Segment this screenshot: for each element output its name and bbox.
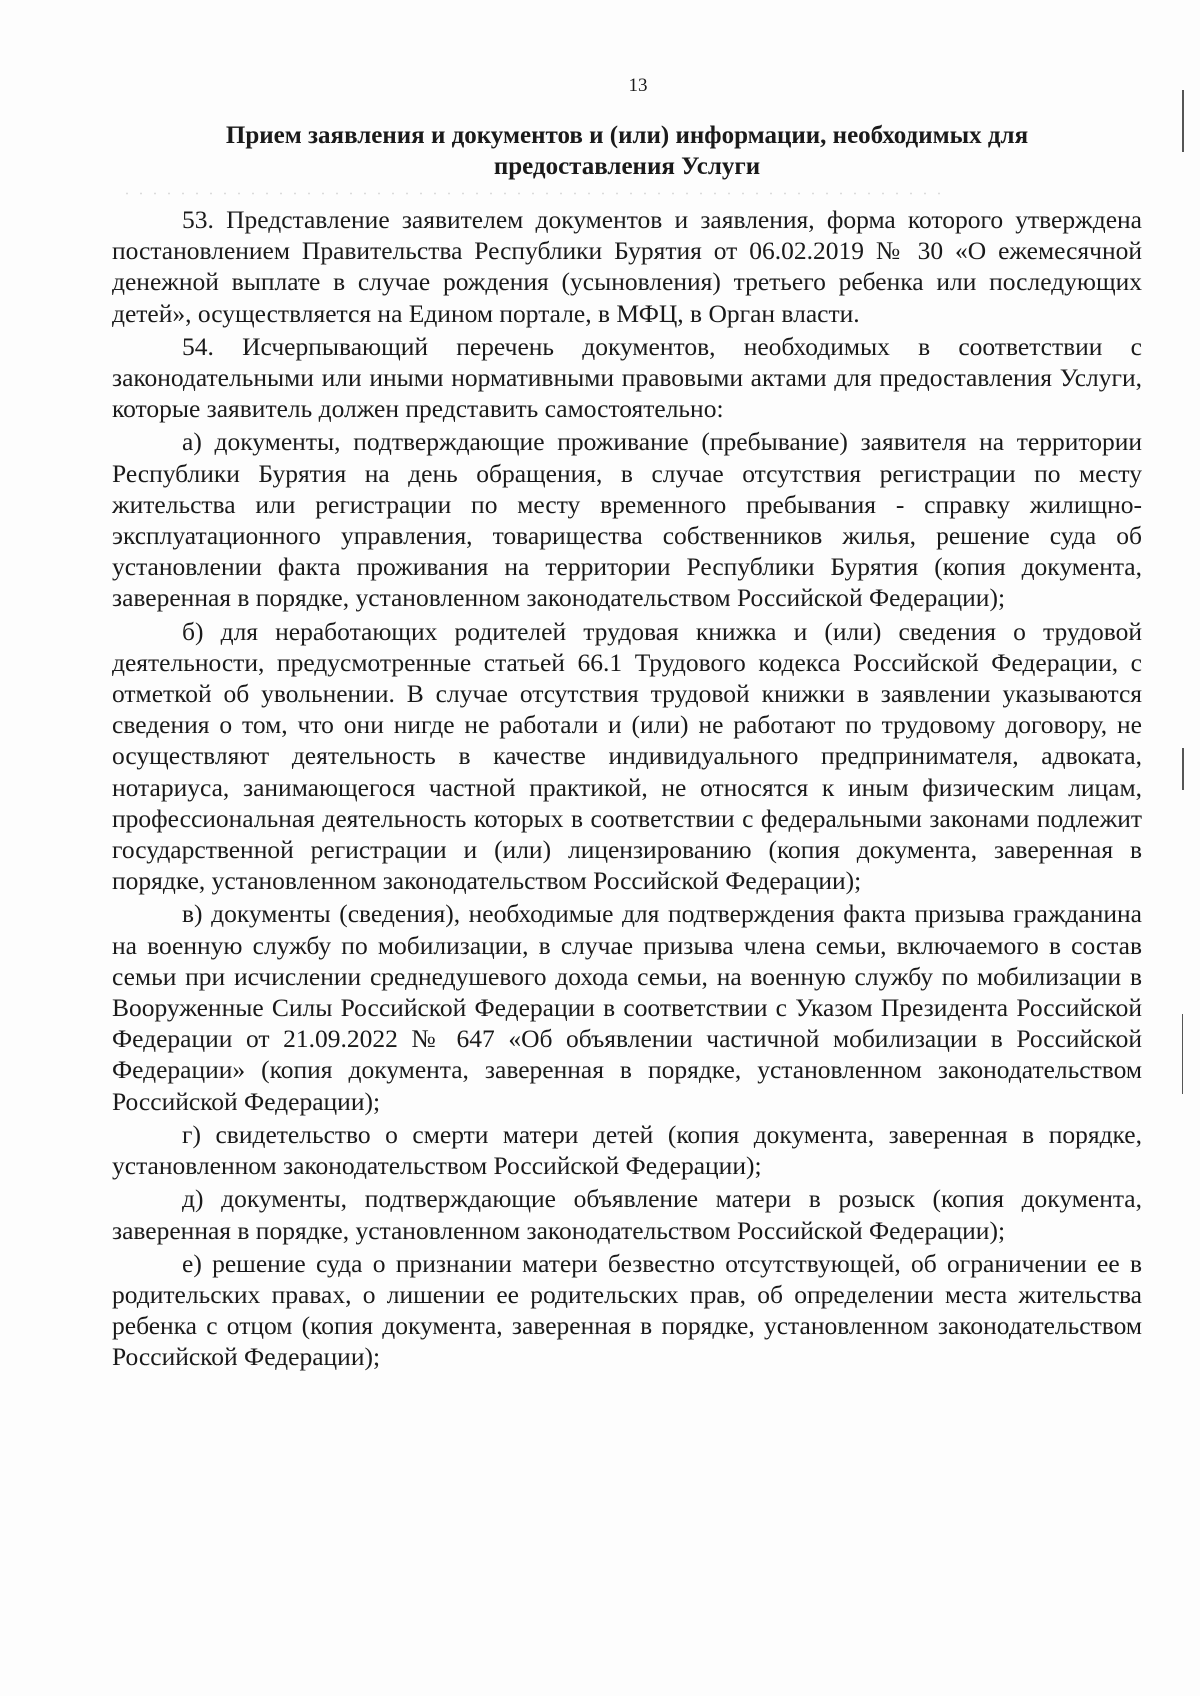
page-number: 13 bbox=[628, 75, 648, 96]
list-item-g: г) свидетельство о смерти матери детей (копия документа, заверенная в порядке, установленном законодательством Российской Федерации); bbox=[112, 1119, 1142, 1181]
list-item-v: в) документы (сведения), необходимые для подтверждения факта призыва гражданина на военную службу по мобилизации, в случае призыва члена семьи, включаемого в состав семьи при исчислении среднедушевого дохода семьи, на военную службу по мобилизации в Вооруженные Силы Российской Федерации в соответствии с Указом Президента Российской Федерации от 21.09.2022 № 647 «Об объявлении частичной мобилизации в Российской Федерации» (копия документа, заверенная в порядке, установленном законодательством Российской Федерации); bbox=[112, 899, 1142, 1116]
section-title-line-2: предоставления Услуги bbox=[493, 153, 761, 180]
scan-edge-mark bbox=[1182, 90, 1184, 152]
scan-edge-mark bbox=[1182, 748, 1184, 790]
list-item-b: б) для неработающих родителей трудовая книжка и (или) сведения о трудовой деятельности, предусмотренные статьей 66.1 Трудового кодекса Российской Федерации, с отметкой об увольнении. В случае отсутствия трудовой книжки в заявлении указываются сведения о том, что они нигде не работали и (или) не работают по трудовому договору, не осуществляют деятельность в качестве индивидуального предпринимателя, адвоката, нотариуса, занимающегося частной практикой, не относятся к иным физическим лицам, профессиональная деятельность которых в соответствии с федеральными законами подлежит государственной регистрации и (или) лицензированию (копия документа, заверенная в порядке, установленном законодательством Российской Федерации); bbox=[112, 616, 1142, 896]
paragraph-53: 53. Представление заявителем документов и заявления, форма которого утверждена постановлением Правительства Республики Бурятия от 06.02.2019 № 30 «О ежемесячной денежной выплате в случае рождения (усыновления) третьего ребенка или последующих детей», осуществляется на Едином портале, в МФЦ, в Орган власти. bbox=[112, 205, 1142, 328]
list-item-d: д) документы, подтверждающие объявление матери в розыск (копия документа, заверенная в порядке, установленном законодательством Российской Федерации); bbox=[112, 1184, 1142, 1245]
scan-noise bbox=[120, 192, 940, 195]
list-item-a: а) документы, подтверждающие проживание (пребывание) заявителя на территории Республики Бурятия на день обращения, в случае отсутствия регистрации по месту жительства или регистрации по месту временного пребывания - справку жилищно-эксплуатационного управления, товарищества собственников жилья, решение суда об установлении факта проживания на территории Республики Бурятия (копия документа, заверенная в порядке, установленном законодательством Российской Федерации); bbox=[112, 427, 1142, 613]
paragraph-54: 54. Исчерпывающий перечень документов, необходимых в соответствии с законодательными или иными нормативными правовыми актами для предоставления Услуги, которые заявитель должен представить самостоятельно: bbox=[112, 331, 1142, 424]
list-item-e: е) решение суда о признании матери безвестно отсутствующей, об ограничении ее в родительских правах, о лишении ее родительских прав, об определении места жительства ребенка с отцом (копия документа, заверенная в порядке, установленном законодательством Российской Федерации); bbox=[112, 1248, 1142, 1372]
section-title bbox=[112, 120, 1142, 182]
scan-edge-mark bbox=[1182, 1014, 1183, 1094]
section-title-line-1: Прием заявления и документов и (или) информации, необходимых для bbox=[225, 122, 1029, 149]
